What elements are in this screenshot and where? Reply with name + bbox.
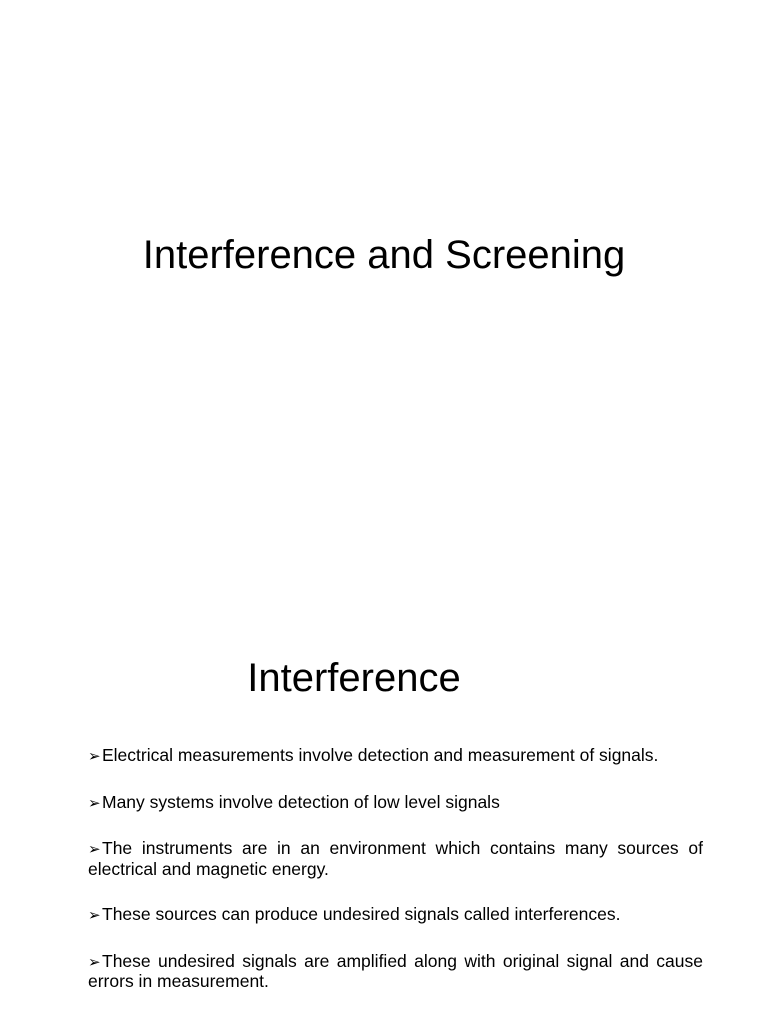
arrowhead-bullet-icon: ➢: [88, 952, 101, 971]
bullet-text: These sources can produce undesired signals called interferences.: [102, 904, 621, 924]
bullet-list: [88, 746, 703, 1018]
slide-2: [0, 576, 768, 1024]
arrowhead-bullet-icon: ➢: [88, 793, 101, 812]
bullet-text: Electrical measurements involve detection and measurement of signals.: [102, 745, 659, 765]
bullet-text: Many systems involve detection of low level signals: [102, 791, 500, 812]
arrowhead-bullet-icon: ➢: [88, 906, 101, 924]
arrowhead-bullet-icon: ➢: [88, 840, 101, 858]
bullet-item: [88, 793, 703, 814]
bullet-item: [88, 905, 703, 926]
bullet-item: [88, 952, 703, 992]
bullet-item: [88, 746, 703, 767]
slide-title: Interference and Screening: [142, 233, 626, 277]
arrowhead-bullet-icon: ➢: [88, 747, 101, 765]
bullet-text: The instruments are in an environment which contains many sources of electrical and magnetic energy.: [88, 838, 703, 879]
slide-heading: Interference: [247, 656, 461, 700]
bullet-text: These undesired signals are amplified along with original signal and cause errors in measurement.: [88, 950, 703, 991]
bullet-item: [88, 839, 703, 879]
